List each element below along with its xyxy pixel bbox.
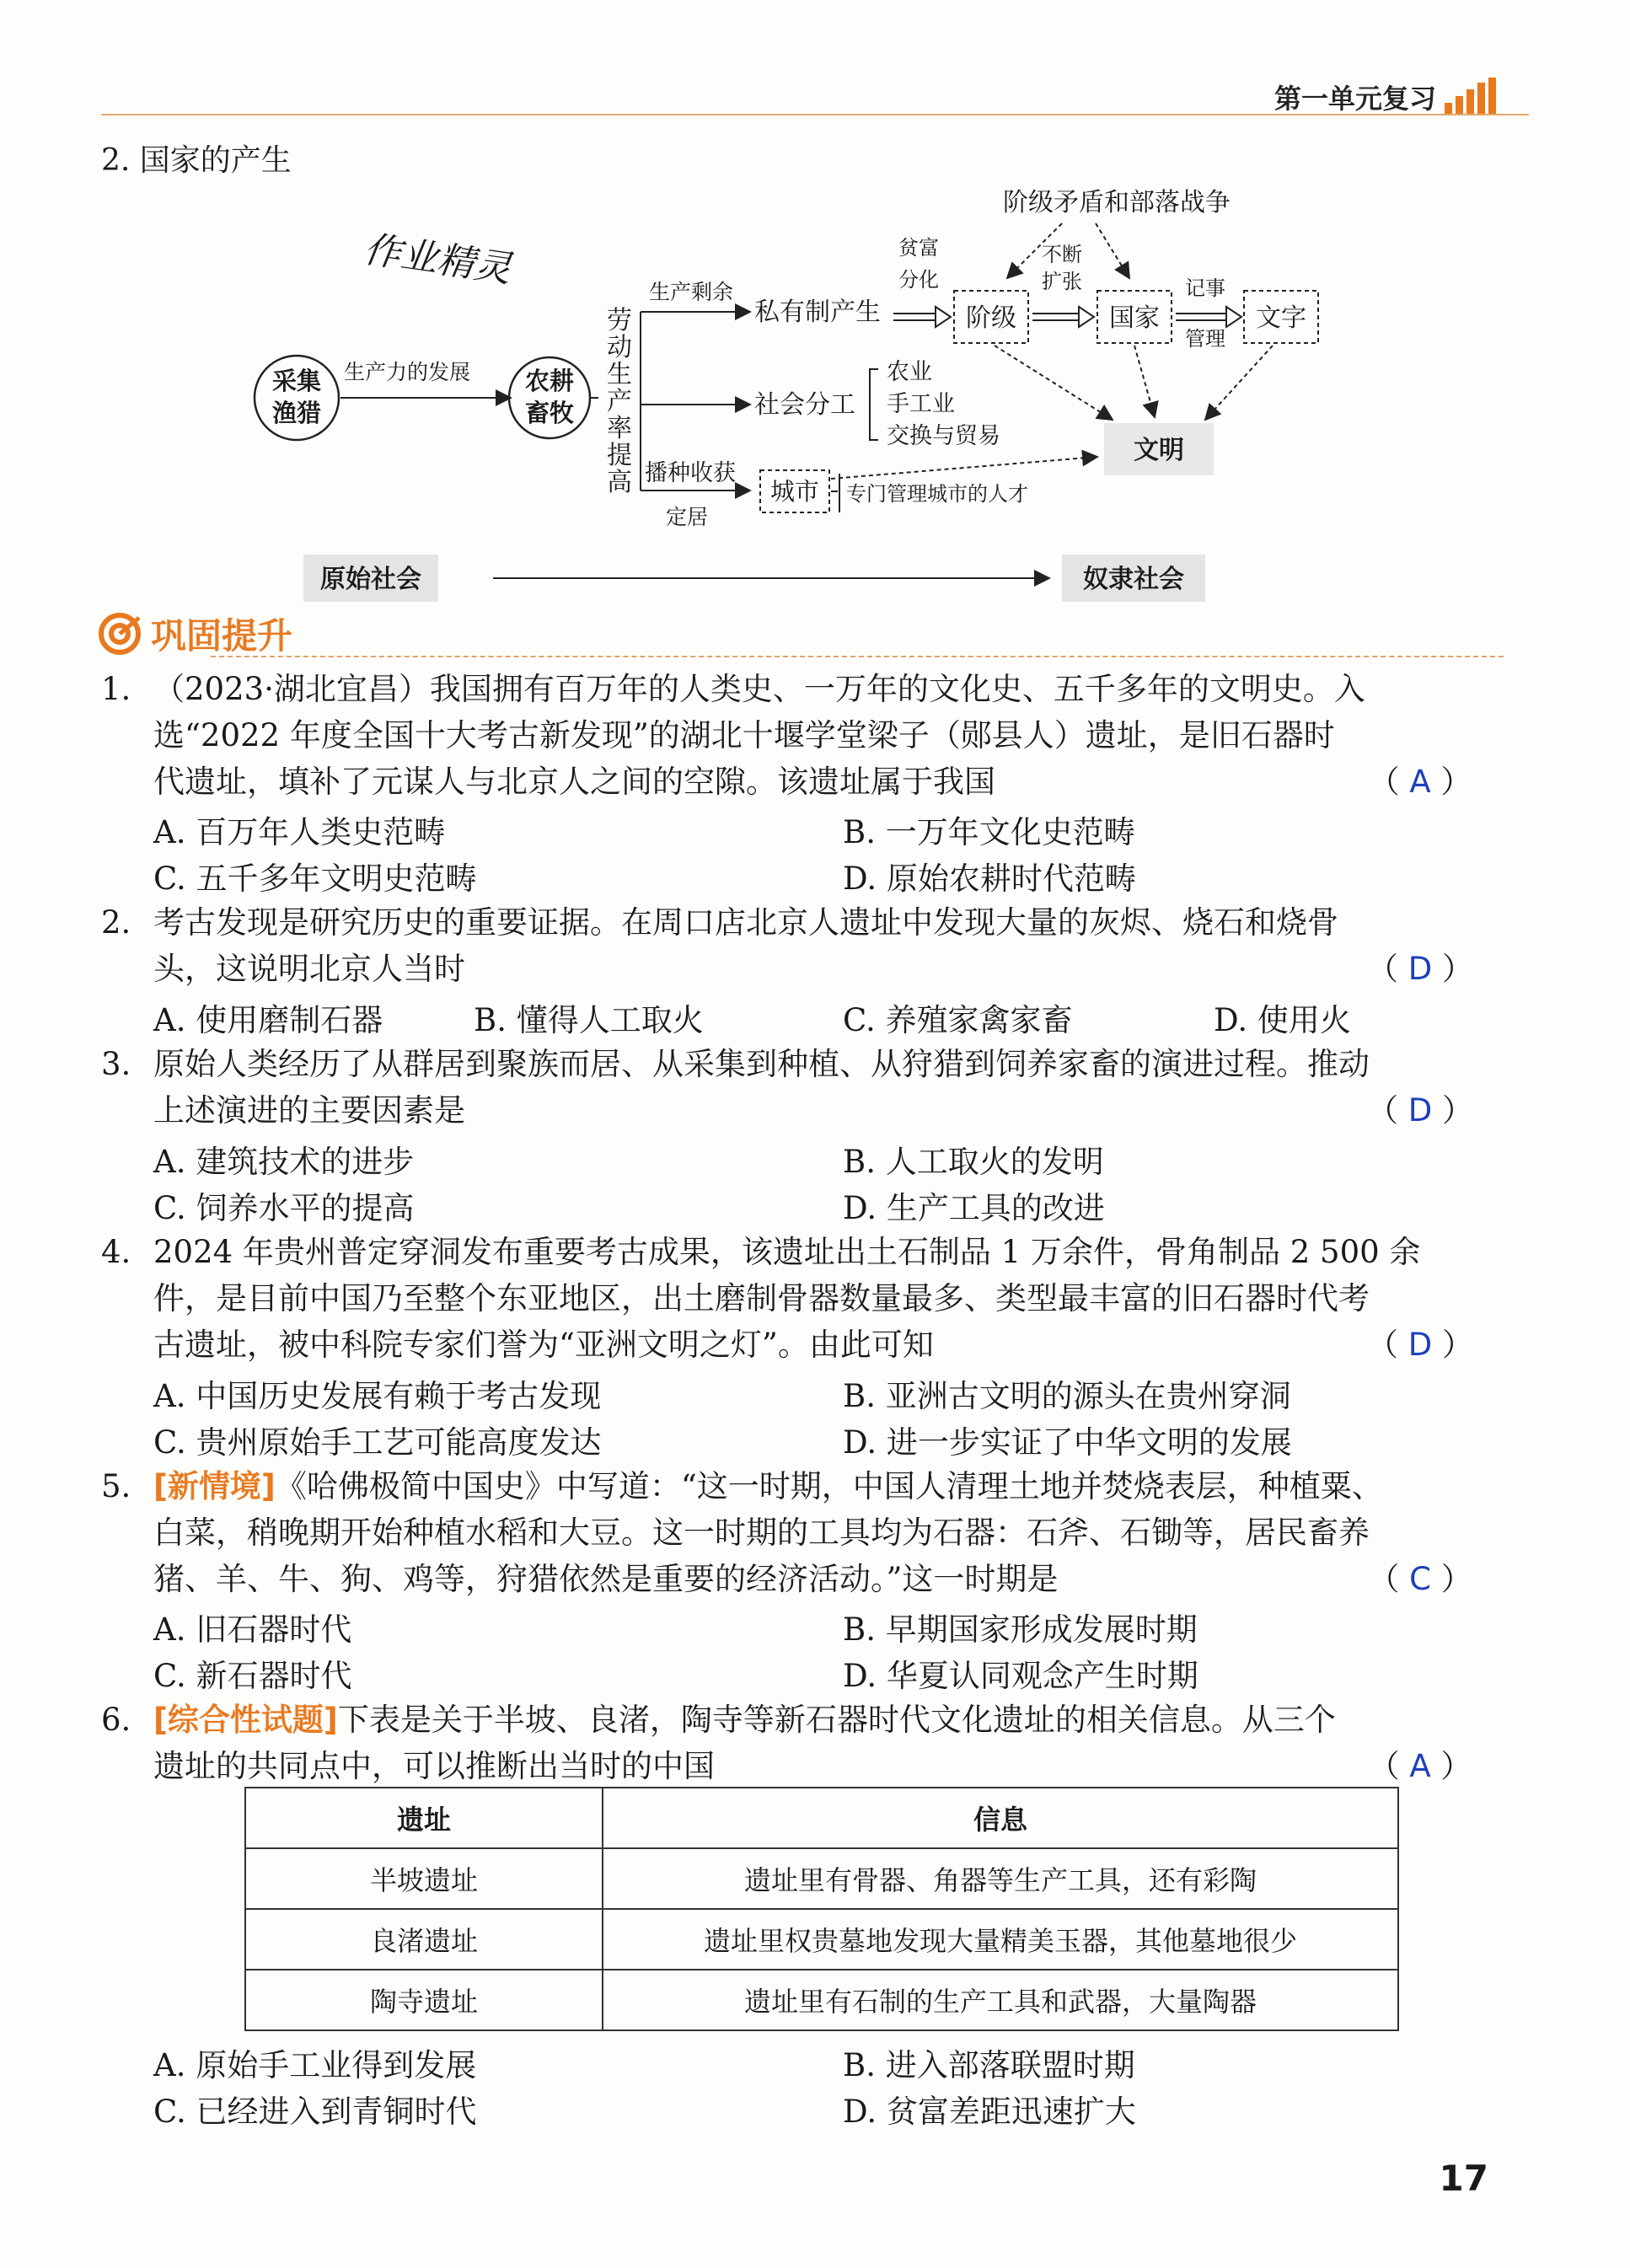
option[interactable]: B. 早期国家形成发展时期 [843,1611,1198,1648]
question-line: 代遗址，填补了元谋人与北京人之间的空隙。该遗址属于我国 [153,764,995,800]
unit-title: 第一单元复习 [1273,83,1436,115]
svg-text:劳: 劳 [607,306,632,335]
state-label: 国家 [1109,303,1160,333]
question-line: 猪、羊、牛、狗、鸡等，狩猎依然是重要的经济活动。”这一时期是 [153,1561,1059,1597]
question-line: 原始人类经历了从群居到聚族而居、从采集到种植、从狩猎到饲养家畜的演进过程。推动 [153,1046,1370,1082]
answer-slot: （ D ） [1366,1327,1474,1363]
dev-label: 生产力的发展 [344,360,471,384]
sow-label: 播种收获 [645,460,736,486]
svg-text:高: 高 [607,468,632,497]
division-label: 社会分工 [754,390,855,420]
record-1: 记事 [1185,276,1225,300]
table-cell: 遗址里有骨器、角器等生产工具，还有彩陶 [603,1848,1398,1909]
state-formation-diagram [236,177,1323,607]
civilization-label: 文明 [1134,436,1184,465]
option[interactable]: A. 中国历史发展有赖于考古发现 [153,1378,602,1414]
question-number: 4. [101,1234,131,1270]
question-tag: [新情境] [153,1468,276,1504]
city-label: 城市 [769,477,820,506]
option[interactable]: B. 进入部落联盟时期 [843,2047,1135,2083]
option[interactable]: C. 新石器时代 [153,1658,352,1694]
question-3 [101,1041,1483,1134]
svg-text:生: 生 [607,360,632,389]
question-number: 5. [101,1468,131,1504]
section-heading-text: 巩固提升 [151,615,293,657]
record-2: 管理 [1185,327,1225,351]
question-line: （2023·湖北宜昌）我国拥有百万年的人类史、一万年的文化史、五千多年的文明史。入 [153,671,1365,707]
option[interactable]: C. 饲养水平的提高 [153,1190,415,1226]
section-rule [211,656,1504,657]
question-number: 3. [101,1046,131,1082]
question-5 [101,1463,1483,1602]
target-icon [97,611,142,657]
question-line: 古遗址，被中科院专家们誉为“亚洲文明之灯”。由此可知 [153,1327,934,1363]
answer: A [1409,1748,1431,1784]
city-mgr-label: 专门管理城市的人才 [846,482,1028,506]
expand-1: 不断 [1042,243,1082,266]
settle-label: 定居 [666,505,709,529]
watermark: 作业精灵 [361,228,514,292]
option[interactable]: B. 懂得人工取火 [474,1002,704,1038]
answer-slot: （ D ） [1366,951,1474,987]
option[interactable]: D. 进一步实证了中华文明的发展 [843,1424,1292,1461]
question-2 [101,899,1483,992]
table-header: 信息 [603,1788,1398,1848]
option[interactable]: D. 使用火 [1214,1002,1351,1038]
primitive-label: 原始社会 [320,565,421,594]
labor-label [607,306,632,497]
option[interactable]: A. 百万年人类史范畴 [153,814,446,850]
answer: D [1407,951,1433,987]
table-cell: 半坡遗址 [245,1848,603,1909]
expand-2: 扩张 [1042,270,1082,293]
answer-slot: （ C ） [1368,1561,1472,1597]
answer: D [1407,1092,1433,1129]
private-label: 私有制产生 [754,298,881,327]
class-label: 阶级 [966,303,1016,333]
option[interactable]: C. 已经进入到青铜时代 [153,2094,477,2130]
option[interactable]: B. 一万年文化史范畴 [843,814,1135,850]
answer: D [1407,1327,1433,1363]
division-item-1: 农业 [887,359,932,385]
question-tag: [综合性试题] [153,1702,338,1738]
writing-label: 文字 [1256,303,1306,333]
farm-label-1: 农耕 [524,367,575,395]
question-number: 1. [101,671,131,707]
poor-rich-2: 分化 [898,268,939,292]
site-info-table [244,1787,1399,2031]
question-line: 遗址的共同点中，可以推断出当时的中国 [153,1748,715,1784]
option[interactable]: B. 人工取火的发明 [843,1144,1104,1180]
table-cell: 遗址里权贵墓地发现大量精美玉器，其他墓地很少 [603,1909,1398,1970]
option[interactable]: A. 建筑技术的进步 [153,1144,415,1180]
table-cell: 良渚遗址 [245,1909,603,1970]
question-line: 2024 年贵州普定穿洞发布重要考古成果，该遗址出土石制品 1 万余件，骨角制品 2 500 余 [153,1234,1421,1270]
option[interactable]: D. 原始农耕时代范畴 [843,861,1136,897]
svg-text:提: 提 [607,441,632,470]
answer-slot: （ A ） [1368,764,1472,800]
table-cell: 遗址里有石制的生产工具和武器，大量陶器 [603,1970,1398,2030]
signal-bars-icon [1445,78,1495,115]
division-item-2: 手工业 [887,391,955,417]
answer: C [1409,1561,1431,1597]
question-number: 6. [101,1702,131,1738]
question-number: 2. [101,904,131,941]
question-line: 件，是目前中国乃至整个东亚地区，出土磨制骨器数量最多、类型最丰富的旧石器时代考 [153,1280,1370,1316]
division-item-3: 交换与贸易 [887,423,1000,449]
header-rule [101,114,1529,115]
option[interactable]: D. 贫富差距迅速扩大 [843,2094,1136,2130]
page-number: 17 [1439,2158,1488,2199]
question-1 [101,666,1483,805]
question-line: 《哈佛极简中国史》中写道：“这一时期，中国人清理土地并焚烧表层，种植粟、 [275,1468,1383,1504]
question-line: 头，这说明北京人当时 [153,951,465,987]
table-header: 遗址 [245,1788,603,1848]
answer: A [1409,764,1431,800]
option[interactable]: A. 旧石器时代 [153,1611,352,1648]
slave-label: 奴隶社会 [1083,565,1184,594]
surplus-label: 生产剩余 [649,280,734,304]
question-line: 选“2022 年度全国十大考古新发现”的湖北十堰学堂梁子（郧县人）遗址，是旧石器时 [153,717,1335,753]
table-cell: 陶寺遗址 [245,1970,603,2030]
top-note: 阶级矛盾和部落战争 [1003,188,1231,217]
farm-label-2: 畜牧 [524,399,575,427]
question-4 [101,1229,1483,1368]
svg-text:产: 产 [607,387,632,416]
question-6 [101,1697,1483,1789]
gather-label-2: 渔猎 [271,399,322,427]
option[interactable]: C. 养殖家禽家畜 [843,1002,1073,1038]
answer-slot: （ D ） [1366,1092,1474,1129]
question-line: 上述演进的主要因素是 [153,1092,465,1129]
question-line: 考古发现是研究历史的重要证据。在周口店北京人遗址中发现大量的灰烬、烧石和烧骨 [153,904,1338,941]
option[interactable]: A. 使用磨制石器 [153,1002,383,1038]
option[interactable]: D. 华夏认同观念产生时期 [843,1658,1198,1694]
table-row [245,1970,1398,2030]
table-row [245,1909,1398,1970]
poor-rich-1: 贫富 [898,236,939,260]
section-title: 2. 国家的产生 [101,143,292,178]
table-row [245,1848,1398,1909]
option[interactable]: A. 原始手工业得到发展 [153,2047,477,2083]
option[interactable]: C. 贵州原始手工艺可能高度发达 [153,1424,602,1461]
option[interactable]: D. 生产工具的改进 [843,1190,1105,1226]
question-line: 白菜，稍晚期开始种植水稻和大豆。这一时期的工具均为石器：石斧、石锄等，居民畜养 [153,1515,1370,1551]
option[interactable]: C. 五千多年文明史范畴 [153,861,477,897]
gather-label-1: 采集 [271,367,322,395]
svg-text:率: 率 [607,414,632,443]
section-heading [97,609,292,659]
answer-slot: （ A ） [1368,1748,1472,1784]
question-line: 下表是关于半坡、良渚，陶寺等新石器时代文化遗址的相关信息。从三个 [337,1702,1336,1738]
option[interactable]: B. 亚洲古文明的源头在贵州穿洞 [843,1378,1291,1414]
svg-text:动: 动 [607,333,632,362]
